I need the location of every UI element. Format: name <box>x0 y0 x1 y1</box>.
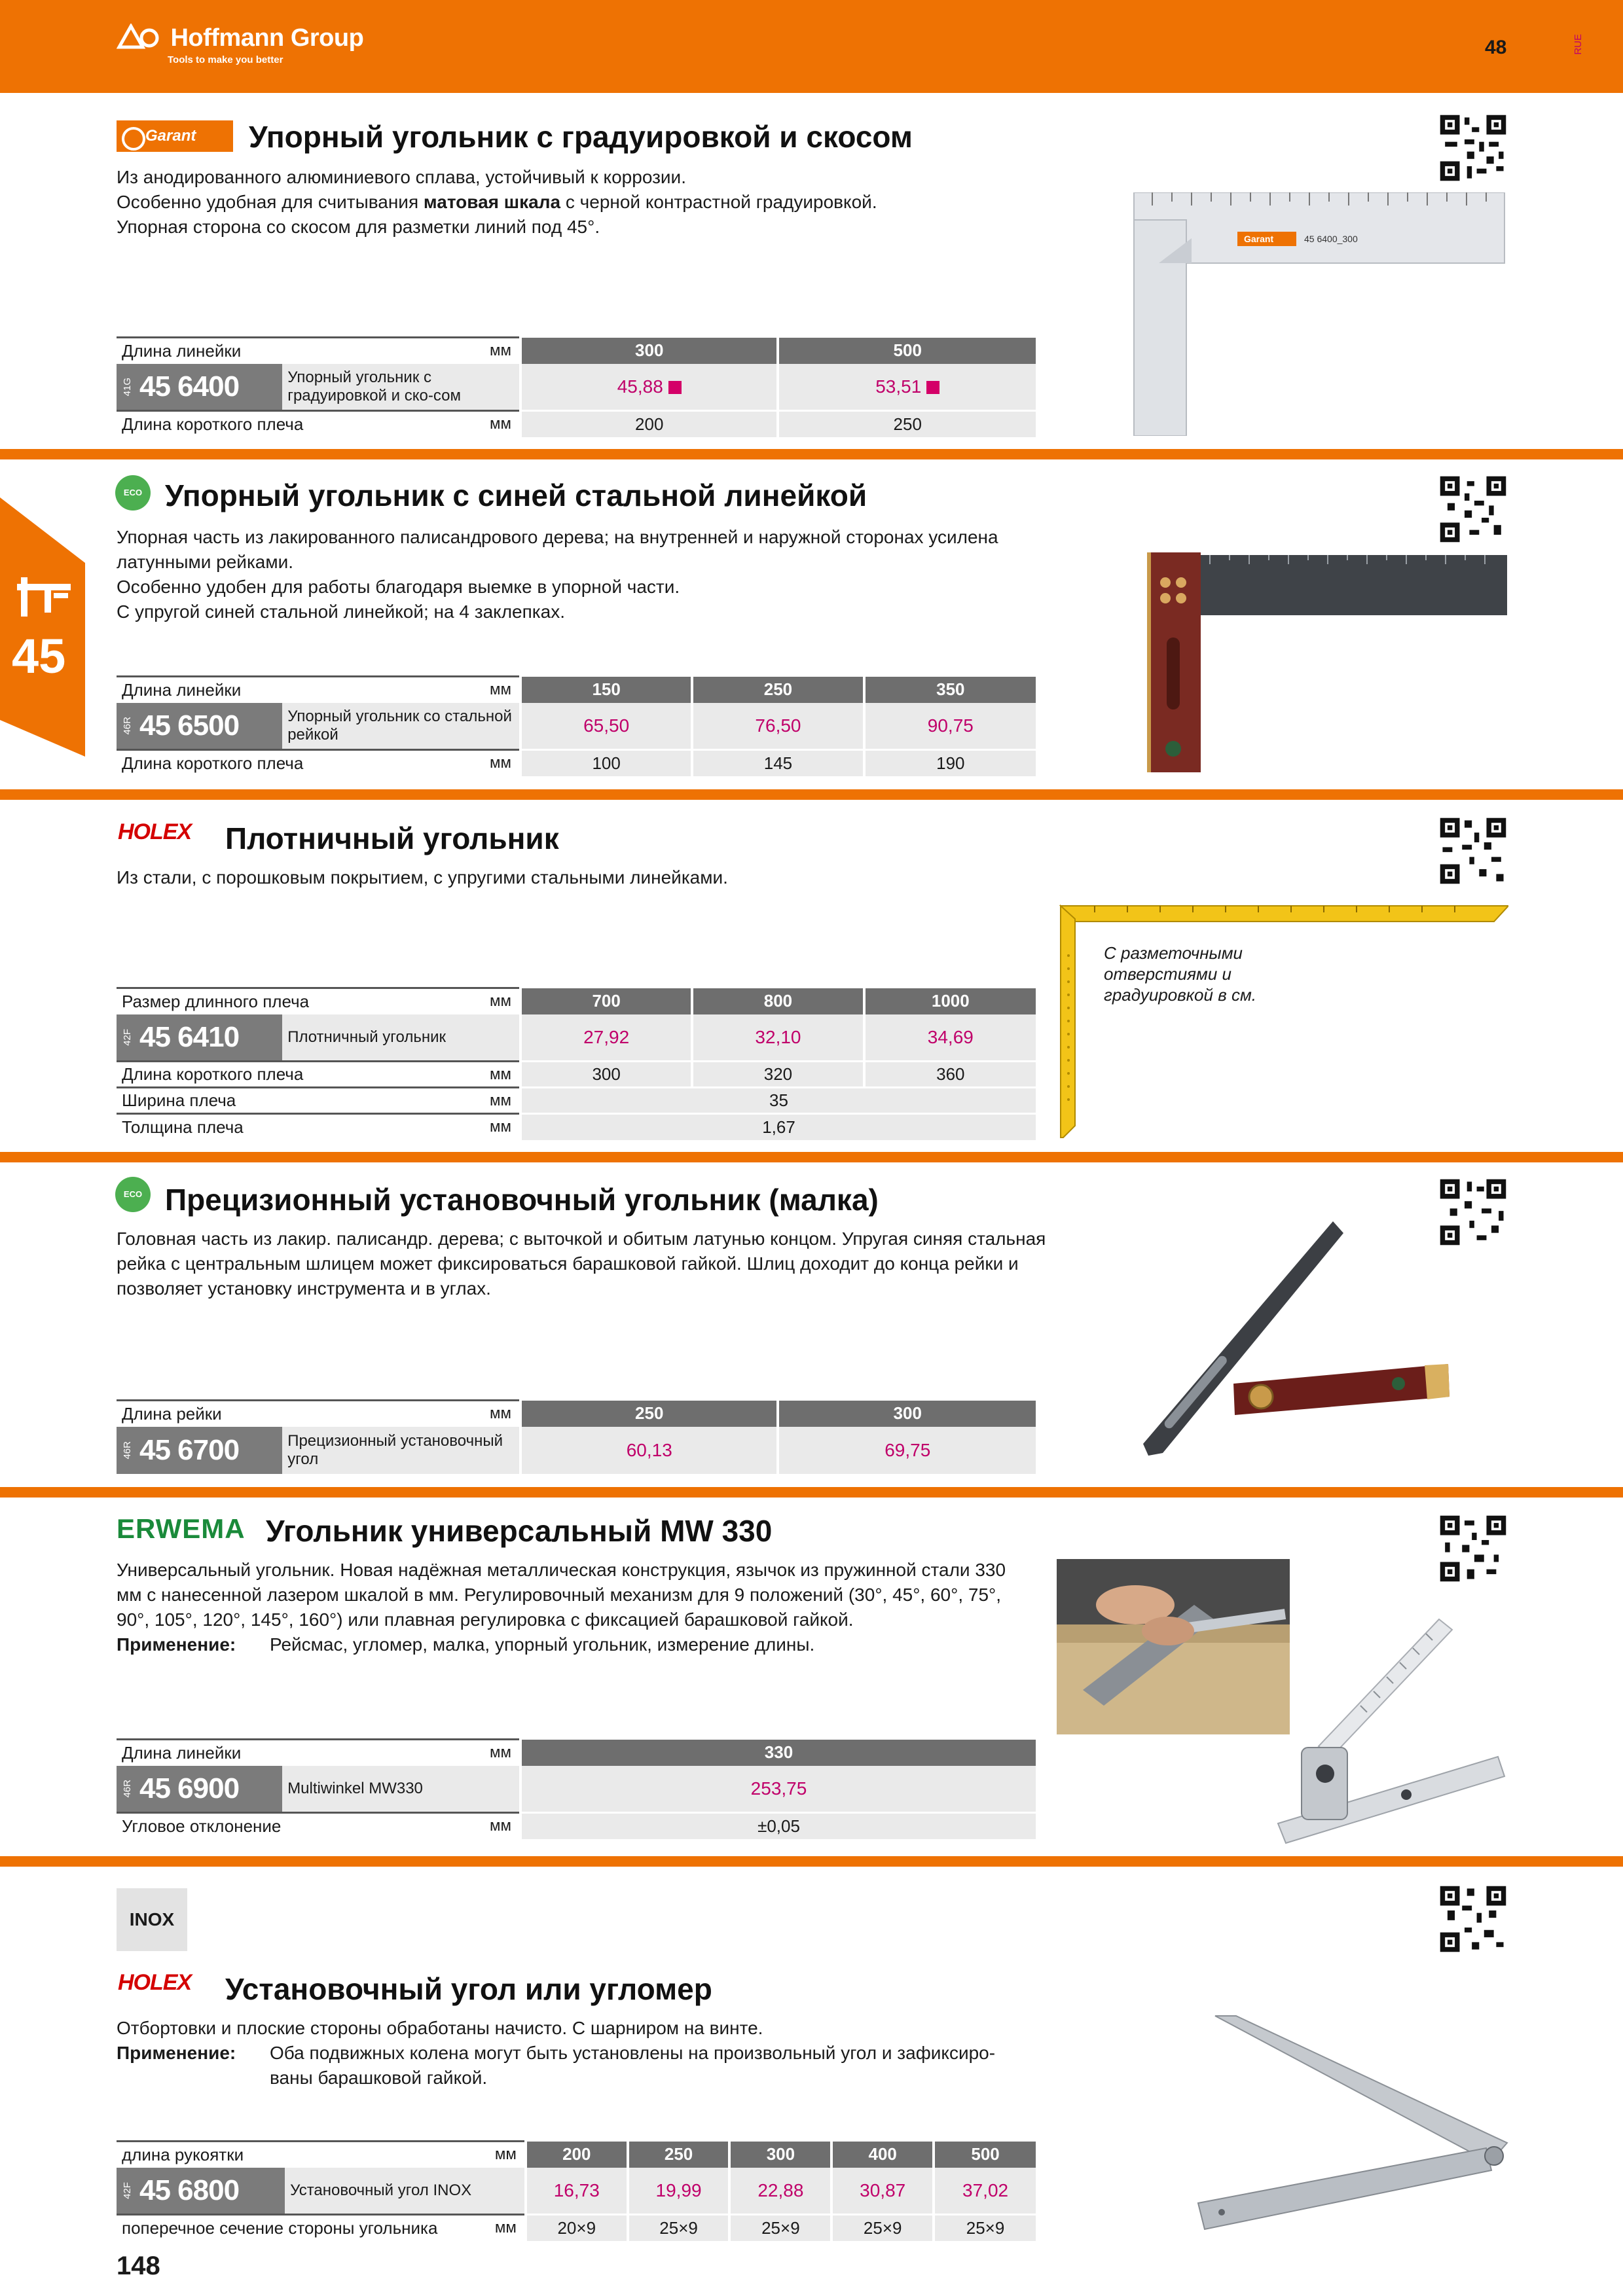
usage-photo <box>1057 1559 1290 1734</box>
product-name: Прецизионный установочный угол <box>282 1427 520 1474</box>
section-title: Установочный угол или угломер <box>225 1972 712 2006</box>
row-value: 300 <box>520 1062 692 1088</box>
product-name: Multiwinkel MW330 <box>282 1766 520 1813</box>
size-header: 400 <box>831 2142 934 2168</box>
price-cell: 45,88 <box>520 364 778 411</box>
carpenter-square-image <box>1055 903 1508 1140</box>
qr-code-icon[interactable] <box>1438 816 1508 886</box>
price-cell: 53,51 <box>778 364 1036 411</box>
size-header: 1000 <box>864 988 1036 1014</box>
size-header: 800 <box>692 988 864 1014</box>
row-value: 25×9 <box>729 2215 831 2241</box>
size-header: 300 <box>520 338 778 364</box>
aluminium-square-image <box>1133 192 1507 436</box>
unit-label: мм <box>479 1813 520 1839</box>
hoffmann-logo-icon <box>117 24 164 53</box>
unit-label: мм <box>479 1401 520 1427</box>
inox-badge: INOX <box>117 1888 187 1951</box>
row-value: 250 <box>778 411 1036 437</box>
qr-code-icon[interactable] <box>1438 474 1508 545</box>
section-description: Упорная часть из лакированного палисандрового дерева; на внутренней и наружной сторонах усилена латунными рейками. Особенно удобен для работы благодаря выемке в упорной части. С упругой синей стальной линейкой; на 4 заклепках. <box>117 527 998 622</box>
column-label: длина рукоятки <box>117 2142 485 2168</box>
price-table <box>117 675 1036 776</box>
size-header: 300 <box>729 2142 831 2168</box>
price-table <box>117 987 1036 1140</box>
erwema-logo: ERWEMA <box>117 1513 246 1544</box>
price-cell: 22,88 <box>729 2168 831 2215</box>
sliding-bevel-image <box>1137 1219 1451 1462</box>
chapter-tab[interactable] <box>0 497 85 757</box>
application-note <box>117 1632 1046 1657</box>
size-header: 250 <box>628 2142 730 2168</box>
article-number[interactable]: 46R 45 6900 <box>117 1766 282 1813</box>
row-label: Длина короткого плеча <box>117 411 479 437</box>
unit-label: мм <box>479 1114 520 1140</box>
row-value: 25×9 <box>628 2215 730 2241</box>
product-name: Упорный угольник со стальной рейкой <box>282 703 520 750</box>
unit-label: мм <box>479 1062 520 1088</box>
row-value: ±0,05 <box>520 1813 1036 1839</box>
product-name: Установочный угол INOX <box>285 2168 526 2215</box>
steel-square-image <box>1144 552 1508 774</box>
article-number[interactable]: 42F 45 6800 <box>117 2168 285 2215</box>
price-cell: 32,10 <box>692 1014 864 1062</box>
section-description: Головная часть из лакир. палисандр. дерева; с выточкой и обитым латунью концом. Упругая синяя стальная рейка с центральным шлицем может фиксироваться барашковой гайкой. Шлиц доходит до конца рейки и позволяет установку инструмента и в углах. <box>117 1229 1046 1299</box>
column-label: Длина рейки <box>117 1401 479 1427</box>
application-text: Оба подвижных колена могут быть установлены на произвольный угол и зафиксиро-ваны барашковой гайкой. <box>270 2043 996 2088</box>
section-description: Отбортовки и плоские стороны обработаны начисто. С шарниром на винте. <box>117 2018 763 2038</box>
unit-label: мм <box>485 2142 526 2168</box>
section-divider <box>0 789 1623 800</box>
row-label: Длина короткого плеча <box>117 750 479 776</box>
price-cell: 65,50 <box>520 703 692 750</box>
price-cell: 16,73 <box>526 2168 628 2215</box>
row-value: 25×9 <box>831 2215 934 2241</box>
section-description: Из анодированного алюминиевого сплава, устойчивый к коррозии. Особенно удобная для считывания матовая шкала с черной контрастной градуировкой. Упорная сторона со скосом для разметки линий под 45°. <box>117 167 877 237</box>
garant-logo: Garant <box>117 120 233 152</box>
unit-label: мм <box>479 1088 520 1114</box>
brand-name: Hoffmann Group <box>170 24 364 52</box>
price-table <box>117 1738 1036 1839</box>
section-title: Упорный угольник с градуировкой и скосом <box>249 120 913 154</box>
price-marker-icon <box>668 381 682 394</box>
unit-label: мм <box>479 411 520 437</box>
price-marker-icon <box>926 381 939 394</box>
column-label: Размер длинного плеча <box>117 988 479 1014</box>
application-text: Рейсмас, угломер, малка, упорный угольник, измерение длины. <box>270 1634 815 1655</box>
application-label: Применение: <box>117 1634 236 1655</box>
svg-text:Garant: Garant <box>1244 234 1274 244</box>
price-cell: 30,87 <box>831 2168 934 2215</box>
price-cell: 76,50 <box>692 703 864 750</box>
row-value: 25×9 <box>934 2215 1036 2241</box>
unit-label: мм <box>479 988 520 1014</box>
image-label: 45 6400_300 <box>1304 234 1358 244</box>
product-name: Упорный угольник с градуировкой и ско-сом <box>282 364 520 411</box>
row-value: 20×9 <box>526 2215 628 2241</box>
article-number[interactable]: 41G 45 6400 <box>117 364 282 411</box>
column-label: Длина линейки <box>117 1740 479 1766</box>
price-table <box>117 1399 1036 1474</box>
section-title: Угольник универсальный MW 330 <box>266 1514 773 1548</box>
column-label: Длина линейки <box>117 338 479 364</box>
article-number[interactable]: 46R 45 6700 <box>117 1427 282 1474</box>
qr-code-icon[interactable] <box>1438 1513 1508 1584</box>
size-header: 350 <box>864 677 1036 703</box>
section-description: Универсальный угольник. Новая надёжная металлическая конструкция, язычок из пружинной стали 330 мм с нанесенной лазером шкалой в мм. Регулировочный механизм для 9 положений (30°, 45°, 60°, 75°, 90°, 105°, 120°, 145°, 160°) или плавная регулировка с фиксацией барашковой гайкой. <box>117 1560 1006 1630</box>
section-divider <box>0 449 1623 459</box>
unit-label: мм <box>479 750 520 776</box>
row-value: 190 <box>864 750 1036 776</box>
size-header: 200 <box>526 2142 628 2168</box>
size-header: 500 <box>778 338 1036 364</box>
article-number[interactable]: 46R 45 6500 <box>117 703 282 750</box>
language-tag: RUE <box>1573 34 1584 55</box>
eco-badge-icon: ECO <box>115 1177 151 1212</box>
page-number: 148 <box>117 2251 160 2280</box>
size-header: 700 <box>520 988 692 1014</box>
price-cell: 60,13 <box>520 1427 778 1474</box>
hoffmann-logo[interactable] <box>117 24 363 65</box>
size-header: 300 <box>778 1401 1036 1427</box>
size-header: 250 <box>692 677 864 703</box>
section-divider <box>0 1856 1623 1867</box>
row-value: 200 <box>520 411 778 437</box>
price-cell: 90,75 <box>864 703 1036 750</box>
price-cell: 34,69 <box>864 1014 1036 1062</box>
holex-logo: HOLEX <box>118 1970 192 1995</box>
article-number[interactable]: 42F 45 6410 <box>117 1014 282 1062</box>
brand-tagline: Tools to make you better <box>168 54 283 65</box>
column-label: Длина линейки <box>117 677 479 703</box>
size-header: 150 <box>520 677 692 703</box>
size-header: 250 <box>520 1401 778 1427</box>
universal-square-image <box>1275 1617 1507 1846</box>
row-value: 35 <box>520 1088 1036 1114</box>
price-cell: 19,99 <box>628 2168 730 2215</box>
row-label: Угловое отклонение <box>117 1813 479 1839</box>
section-divider <box>0 1487 1623 1498</box>
unit-label: мм <box>485 2215 526 2241</box>
row-label: Толщина плеча <box>117 1114 479 1140</box>
caliper-icon <box>14 575 73 620</box>
page-header <box>0 0 1623 93</box>
section-title: Упорный угольник с синей стальной линейкой <box>165 478 867 512</box>
row-label: Ширина плеча <box>117 1088 479 1114</box>
row-value: 320 <box>692 1062 864 1088</box>
row-value: 100 <box>520 750 692 776</box>
application-label: Применение: <box>117 2043 236 2063</box>
qr-code-icon[interactable] <box>1438 1884 1508 1954</box>
price-cell: 69,75 <box>778 1427 1036 1474</box>
row-value: 360 <box>864 1062 1036 1088</box>
unit-label: мм <box>479 1740 520 1766</box>
price-table <box>117 2140 1036 2241</box>
row-label: поперечное сечение стороны угольника <box>117 2215 485 2241</box>
application-note <box>117 2041 1033 2090</box>
section-divider <box>0 1152 1623 1162</box>
holex-logo: HOLEX <box>118 819 192 844</box>
section-title: Плотничный угольник <box>225 821 559 855</box>
section-title: Прецизионный установочный угольник (малка) <box>165 1183 879 1217</box>
price-cell: 27,92 <box>520 1014 692 1062</box>
adjustable-angle-image <box>1195 2013 1508 2238</box>
size-header: 330 <box>520 1740 1036 1766</box>
qr-code-icon[interactable] <box>1438 113 1508 183</box>
row-value: 145 <box>692 750 864 776</box>
price-table <box>117 336 1036 437</box>
price-cell: 253,75 <box>520 1766 1036 1813</box>
chapter-number: 45 <box>12 629 66 683</box>
row-label: Длина короткого плеча <box>117 1062 479 1088</box>
price-cell: 37,02 <box>934 2168 1036 2215</box>
image-caption: С разметочными отверстиями и градуировкой в см. <box>1104 943 1257 1005</box>
size-header: 500 <box>934 2142 1036 2168</box>
unit-label: мм <box>479 338 520 364</box>
row-value: 1,67 <box>520 1114 1036 1140</box>
unit-label: мм <box>479 677 520 703</box>
catalog-page-badge: 48 <box>1485 37 1507 58</box>
section-description: Из стали, с порошковым покрытием, с упругими стальными линейками. <box>117 867 728 888</box>
eco-badge-icon: ECO <box>115 475 151 511</box>
product-name: Плотничный угольник <box>282 1014 520 1062</box>
